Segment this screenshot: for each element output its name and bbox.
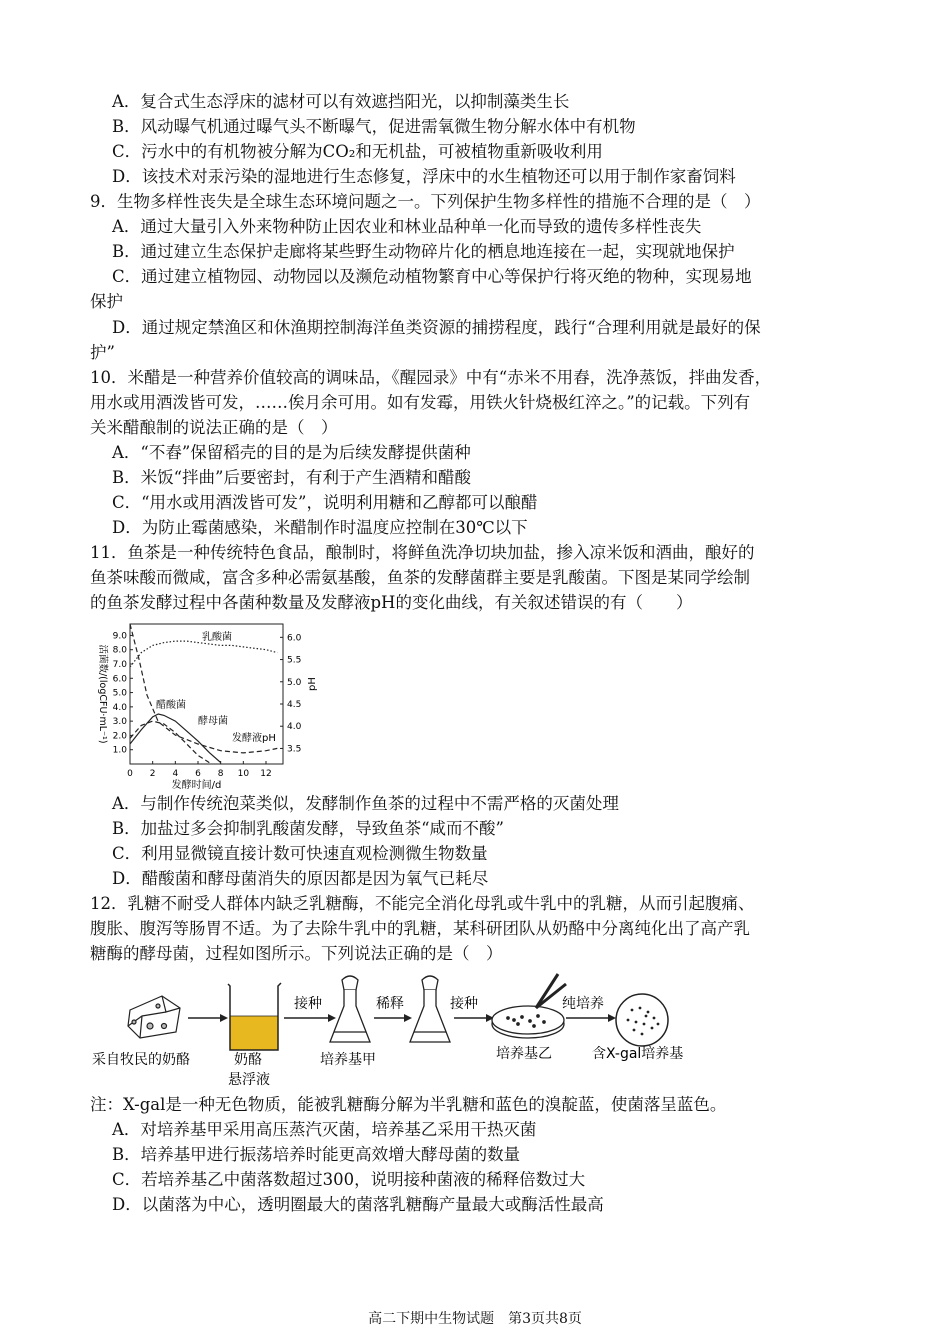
q10-stem-2: 用水或用酒泼皆可发，……俟月余可用。如有发霉，用铁火针烧极红淬之。”的记载。下列有: [90, 393, 751, 412]
suspension-label-1: 奶酪: [234, 1052, 262, 1068]
y-tick-label: 3.0: [112, 717, 127, 728]
q11-option-c: C．利用显微镜直接计数可快速直观检测微生物数量: [112, 844, 488, 863]
x-tick-label: 4: [172, 769, 179, 779]
q12-note: 注：X-gal是一种无色物质，能被乳糖酶分解为半乳糖和蓝色的溴靛蓝，使菌落呈蓝色。: [90, 1095, 727, 1114]
q12-option-b: B．培养基甲进行振荡培养时能更高效增大酵母菌的数量: [112, 1145, 521, 1164]
series-line-乳酸菌: [130, 641, 277, 667]
page-footer: 高二下期中生物试题 第3页共8页: [368, 1311, 582, 1327]
x-tick-label: 6: [195, 769, 201, 779]
x-axis-label: 发酵时间/d: [171, 780, 222, 791]
x-tick-label: 0: [127, 769, 133, 779]
y2-tick-label: 5.5: [287, 655, 302, 666]
beaker-icon: [228, 983, 281, 1050]
x-tick-label: 10: [237, 769, 250, 779]
y2-tick-label: 4.0: [287, 722, 302, 733]
suspension-label-2: 悬浮液: [228, 1072, 270, 1088]
series-label: 醋酸菌: [156, 700, 186, 711]
q10-option-a: A．“不舂”保留稻壳的目的是为后续发酵提供菌种: [112, 443, 471, 462]
q8-option-c: C．污水中的有机物被分解为CO₂和无机盐，可被植物重新吸收利用: [112, 142, 603, 161]
q10-option-d: D．为防止霉菌感染，米醋制作时温度应控制在30℃以下: [112, 518, 528, 537]
y2-tick-label: 3.5: [287, 744, 302, 755]
fermentation-chart: [90, 618, 340, 790]
q9-option-d: D．通过规定禁渔区和休渔期控制海洋鱼类资源的捕捞程度，践行“合理利用就是最好的保: [112, 318, 761, 337]
q12-stem-1: 12．乳糖不耐受人群体内缺乏乳糖酶，不能完全消化母乳或牛乳中的乳糖，从而引起腹痛、: [90, 894, 755, 913]
petri-dish-icon: [492, 1006, 564, 1038]
q9-stem: 9．生物多样性丧失是全球生态环境问题之一。下列保护生物多样性的措施不合理的是（ ）: [90, 192, 761, 211]
q11-stem-1: 11．鱼茶是一种传统特色食品，酿制时，将鲜鱼洗净切块加盐，掺入凉米饭和酒曲，酿好的: [90, 543, 755, 562]
medium-b-label: 培养基乙: [496, 1046, 552, 1062]
y-tick-label: 1.0: [112, 745, 127, 756]
arrow-label-dilute: 稀释: [376, 996, 404, 1012]
q9-option-c: C．通过建立植物园、动物园以及濒危动植物繁育中心等保护行将灭绝的物种，实现易地: [112, 267, 752, 286]
y-tick-label: 7.0: [112, 660, 127, 670]
y-tick-label: 9.0: [112, 631, 127, 642]
cheese-label: 采自牧民的奶酪: [92, 1052, 190, 1068]
isolation-flow-diagram: [92, 968, 718, 1090]
q12-option-d: D．以菌落为中心，透明圈最大的菌落乳糖酶产量最大或酶活性最高: [112, 1195, 604, 1214]
q12-stem-3: 糖酶的酵母菌，过程如图所示。下列说法正确的是（ ）: [90, 944, 503, 963]
series-label: 酵母菌: [198, 716, 228, 727]
q12-option-c: C．若培养基乙中菌落数超过300，说明接种菌液的稀释倍数过大: [112, 1170, 586, 1189]
medium-a-label: 培养基甲: [320, 1052, 376, 1068]
x-tick-label: 2: [149, 769, 156, 779]
q9-option-d-cont: 护”: [90, 343, 115, 362]
q8-option-d: D．该技术对汞污染的湿地进行生态修复，浮床中的水生植物还可以用于制作家畜饲料: [112, 167, 736, 186]
y-tick-label: 4.0: [112, 702, 127, 713]
y-tick-label: 6.0: [112, 674, 127, 685]
q11-option-b: B．加盐过多会抑制乳酸菌发酵，导致鱼茶“咸而不酸”: [112, 819, 504, 838]
q10-option-b: B．米饭“拌曲”后要密封，有利于产生酒精和醋酸: [112, 468, 471, 487]
xgal-plate-icon: [616, 994, 668, 1046]
q10-option-c: C．“用水或用酒泼皆可发”，说明利用糖和乙醇都可以酿醋: [112, 493, 538, 512]
q9-option-b: B．通过建立生态保护走廊将某些野生动物碎片化的栖息地连接在一起，实现就地保护: [112, 242, 735, 261]
q9-option-c-cont: 保护: [90, 292, 123, 311]
y2-tick-label: 5.0: [287, 677, 302, 688]
q8-option-a: A．复合式生态浮床的滤材可以有效遮挡阳光，以抑制藻类生长: [112, 92, 570, 111]
arrow-label-inoculate-1: 接种: [294, 996, 322, 1012]
x-tick-label: 12: [260, 769, 272, 779]
y-tick-label: 5.0: [112, 688, 127, 699]
y2-axis-label: pH: [307, 677, 318, 691]
y2-tick-label: 4.5: [287, 700, 302, 710]
q11-option-a: A．与制作传统泡菜类似，发酵制作鱼茶的过程中不需严格的灭菌处理: [112, 794, 619, 813]
xgal-medium-label: 含X-gal培养基: [592, 1046, 684, 1062]
q11-option-d: D．醋酸菌和酵母菌消失的原因都是因为氧气已耗尽: [112, 869, 489, 888]
arrow-label-inoculate-2: 接种: [450, 996, 478, 1012]
q8-option-b: B．风动曝气机通过曝气头不断曝气，促进需氧微生物分解水体中有机物: [112, 117, 636, 136]
series-label: 发酵液pH: [232, 733, 276, 744]
q12-stem-2: 腹胀、腹泻等肠胃不适。为了去除牛乳中的乳糖，某科研团队从奶酪中分离纯化出了高产乳: [90, 919, 750, 938]
q11-stem-3: 的鱼茶发酵过程中各菌种数量及发酵液pH的变化曲线，有关叙述错误的有（ ）: [90, 593, 693, 612]
series-line-酵母菌: [130, 721, 209, 763]
q10-stem-3: 关米醋酿制的说法正确的是（ ）: [90, 418, 338, 437]
q11-stem-2: 鱼茶味酸而微咸，富含多种必需氨基酸，鱼茶的发酵菌群主要是乳酸菌。下图是某同学绘制: [90, 568, 750, 587]
y-axis-label: 活菌数/(logCFU·mL⁻¹): [97, 644, 108, 744]
cheese-icon: [128, 996, 180, 1038]
q9-option-a: A．通过大量引入外来物种防止因农业和林业品种单一化而导致的遗传多样性丧失: [112, 217, 702, 236]
flask-a-icon: [330, 976, 370, 1042]
q10-stem-1: 10．米醋是一种营养价值较高的调味品，《醒园录》中有“赤米不用舂，洗净蒸饭，拌曲发香，: [90, 368, 772, 387]
y2-tick-label: 6.0: [287, 633, 302, 644]
series-label: 乳酸菌: [202, 632, 232, 643]
y-tick-label: 8.0: [112, 645, 127, 656]
arrow-label-pure-culture: 纯培养: [562, 996, 604, 1012]
q12-option-a: A．对培养基甲采用高压蒸汽灭菌，培养基乙采用干热灭菌: [112, 1120, 537, 1139]
x-tick-label: 8: [217, 769, 224, 779]
y-tick-label: 2.0: [112, 731, 127, 742]
flask-b-icon: [410, 976, 450, 1042]
